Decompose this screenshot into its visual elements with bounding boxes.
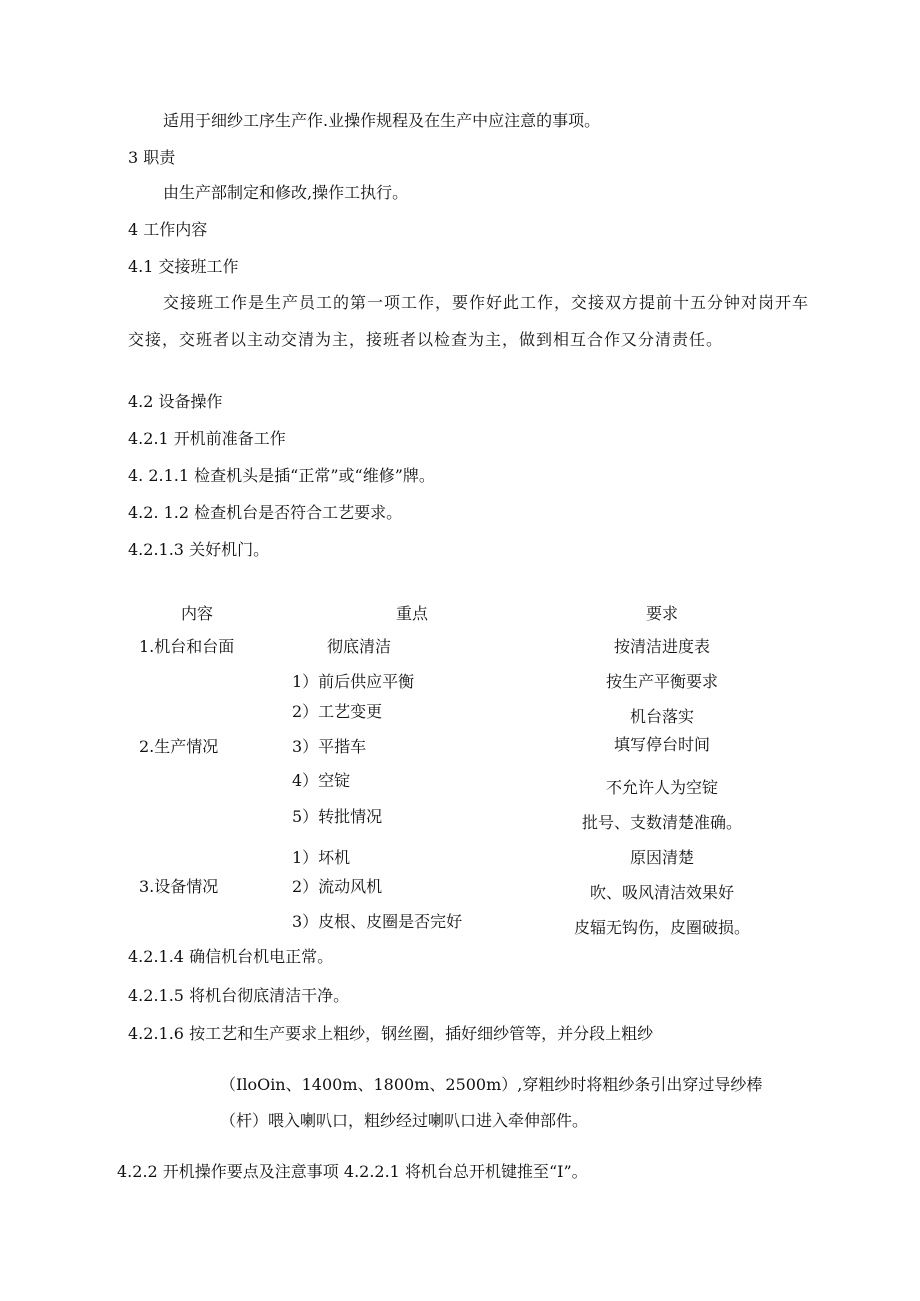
section-4-2-1-2: 4.2. 1.2 检查机台是否符合工艺要求。 (128, 503, 403, 522)
table-content-item: 1.机台和台面 (139, 637, 235, 656)
scope-text: 适用于细纱工序生产作.业操作规程及在生产中应注意的事项。 (163, 111, 601, 130)
table-requirement-item: 批号、支数清楚准确。 (581, 813, 743, 832)
table-header-points: 重点 (395, 604, 429, 623)
section-4-2-1-6: 4.2.1.6 按工艺和生产要求上粗纱，钢丝圈，插好细纱管等，并分段上粗纱 (128, 1024, 654, 1043)
section-4-2-1-1: 4. 2.1.1 检查机头是插“正常”或“维修”牌。 (128, 466, 435, 485)
section-4-heading: 4 工作内容 (128, 220, 208, 239)
table-header-content: 内容 (180, 604, 214, 623)
table-content-item: 3.设备情况 (139, 877, 219, 896)
table-content-item: 2.生产情况 (139, 737, 219, 756)
table-requirement-item: 皮辐无钩伤，皮圈破损。 (573, 918, 751, 937)
table-requirement-item: 原因清楚 (629, 848, 695, 867)
table-point-item: 3）皮根、皮圈是否完好 (292, 912, 463, 931)
section-4-2-2-heading: 4.2.2 开机操作要点及注意事项 4.2.2.1 将机台总开机键推至“I”。 (117, 1162, 588, 1181)
table-point-item: 5）转批情况 (292, 807, 383, 826)
table-requirement-item: 不允许人为空锭 (605, 778, 719, 797)
section-3-body: 由生产部制定和修改,操作工执行。 (163, 183, 409, 202)
table-point-item: 3）平揩车 (292, 737, 367, 756)
table-point-item: 1）前后供应平衡 (292, 672, 415, 691)
table-header-requirements: 要求 (645, 604, 679, 623)
section-4-2-1-4: 4.2.1.4 确信机台机电正常。 (128, 947, 334, 966)
section-4-2-1-3: 4.2.1.3 关好机门。 (128, 540, 270, 559)
table-point-item: 2）工艺变更 (292, 702, 383, 721)
section-4-1-paragraph-line-1: 交接班工作是生产员工的第一项工作，要作好此工作，交接双方提前十五分钟对岗开车 (163, 293, 810, 312)
section-4-1-paragraph-line-2: 交接，交班者以主动交清为主，接班者以检查为主，做到相互合作又分清责任。 (128, 330, 724, 349)
table-requirement-item: 填写停台时间 (613, 735, 711, 754)
section-4-2-1-6-line-3: （杆）喂入喇叭口，粗纱经过喇叭口进入牵伸部件。 (220, 1111, 589, 1130)
section-3-heading: 3 职责 (128, 148, 176, 167)
table-requirement-item: 吹、吸风清洁效果好 (589, 883, 735, 902)
table-point-item: 4）空锭 (292, 771, 351, 790)
section-4-2-1-6-line-2: （IloOin、1400m、1800m、2500m）,穿粗纱时将粗纱条引出穿过导纱棒 (220, 1075, 763, 1094)
table-point-item: 彻底清洁 (327, 637, 392, 656)
table-point-item: 1）坏机 (292, 848, 351, 867)
table-requirement-item: 按清洁进度表 (613, 637, 711, 656)
section-4-2-1-5: 4.2.1.5 将机台彻底清洁干净。 (128, 986, 350, 1005)
table-requirement-item: 机台落实 (629, 707, 695, 726)
table-point-item: 2）流动风机 (292, 877, 383, 896)
table-requirement-item: 按生产平衡要求 (605, 672, 719, 691)
section-4-2-1-heading: 4.2.1 开机前准备工作 (128, 429, 286, 448)
section-4-1-heading: 4.1 交接班工作 (128, 257, 239, 276)
section-4-2-heading: 4.2 设备操作 (128, 392, 223, 411)
